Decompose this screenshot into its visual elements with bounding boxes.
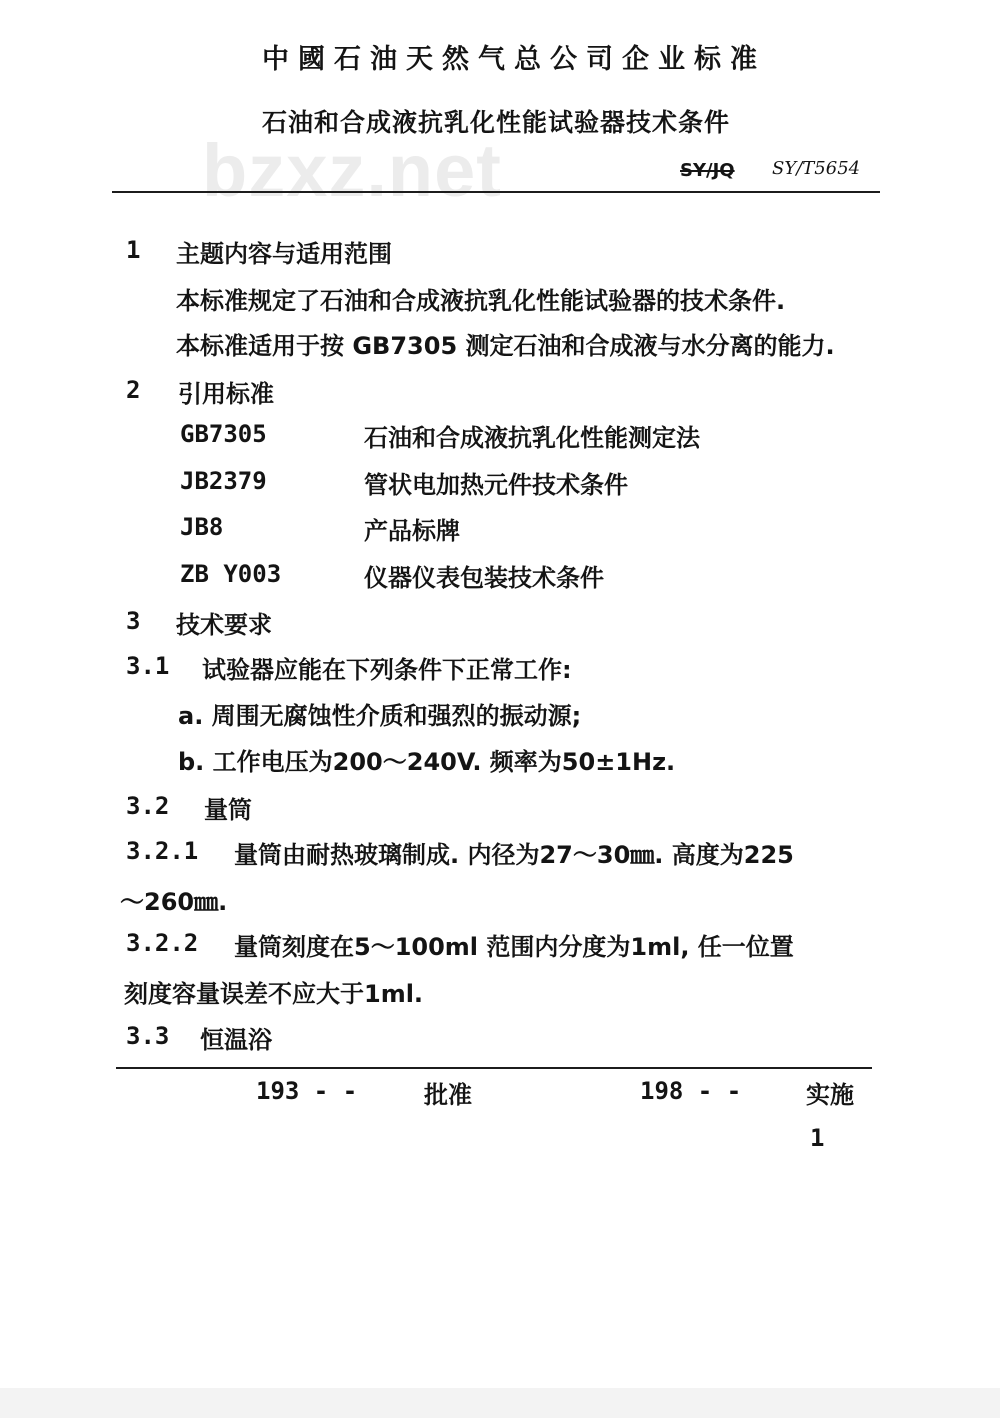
reference-name: 产品标牌 <box>364 517 460 545</box>
section-3-number: 3 <box>126 607 141 635</box>
reference-code: GB7305 <box>180 420 267 448</box>
clause-3-2-2-line-1: 量筒刻度在5～100ml 范围内分度为1ml, 任一位置 <box>234 933 794 961</box>
reference-name: 管状电加热元件技术条件 <box>364 471 628 499</box>
section-1-number: 1 <box>126 236 141 264</box>
effective-date: 198 - - <box>640 1077 742 1105</box>
reference-name: 仪器仪表包装技术条件 <box>364 564 604 592</box>
reference-code: JB2379 <box>180 467 267 495</box>
section-2-title: 引用标准 <box>178 380 274 408</box>
reference-code: ZB Y003 <box>180 560 282 588</box>
reference-name: 石油和合成液抗乳化性能测定法 <box>364 424 700 452</box>
standard-code-handwritten: SY/T5654 <box>772 158 861 179</box>
header-divider <box>112 191 880 193</box>
reference-code: JB8 <box>180 513 224 541</box>
condition-a: a. 周围无腐蚀性介质和强烈的振动源; <box>178 702 582 730</box>
clause-3-1-text: 试验器应能在下列条件下正常工作: <box>202 656 572 684</box>
section-1-paragraph-2: 本标准适用于按 GB7305 测定石油和合成液与水分离的能力. <box>176 332 835 360</box>
clause-3-1-number: 3.1 <box>126 652 170 680</box>
clause-3-3-title: 恒温浴 <box>200 1026 272 1054</box>
condition-b: b. 工作电压为200～240V. 频率为50±1Hz. <box>178 748 676 776</box>
document-title: 石油和合成液抗乳化性能试验器技术条件 <box>262 108 731 137</box>
organization-title: 中國石油天然气总公司企业标准 <box>262 44 766 75</box>
clause-3-2-2-number: 3.2.2 <box>126 929 199 957</box>
effective-label: 实施 <box>806 1081 854 1109</box>
page-number: 1 <box>810 1124 825 1152</box>
section-3-title: 技术要求 <box>176 611 272 639</box>
section-1-title: 主题内容与适用范围 <box>176 240 392 268</box>
footer-divider <box>116 1067 872 1069</box>
clause-3-3-number: 3.3 <box>126 1022 170 1050</box>
section-1-paragraph-1: 本标准规定了石油和合成液抗乳化性能试验器的技术条件. <box>176 287 786 315</box>
approval-date: 193 - - <box>256 1077 358 1105</box>
watermark: bzxz.net <box>202 129 502 212</box>
clause-3-2-number: 3.2 <box>126 792 170 820</box>
clause-3-2-title: 量筒 <box>204 796 252 824</box>
clause-3-2-1-line-1: 量筒由耐热玻璃制成. 内径为27～30㎜. 高度为225 <box>234 841 794 869</box>
clause-3-2-2-line-2: 刻度容量误差不应大于1ml. <box>124 980 424 1008</box>
section-2-number: 2 <box>126 376 141 404</box>
clause-3-2-1-number: 3.2.1 <box>126 837 199 865</box>
clause-3-2-1-line-2: ～260㎜. <box>120 888 228 916</box>
approval-label: 批准 <box>424 1081 472 1109</box>
scan-bottom-edge <box>0 1388 1000 1418</box>
standard-code-struck: SY/JQ <box>680 160 735 181</box>
